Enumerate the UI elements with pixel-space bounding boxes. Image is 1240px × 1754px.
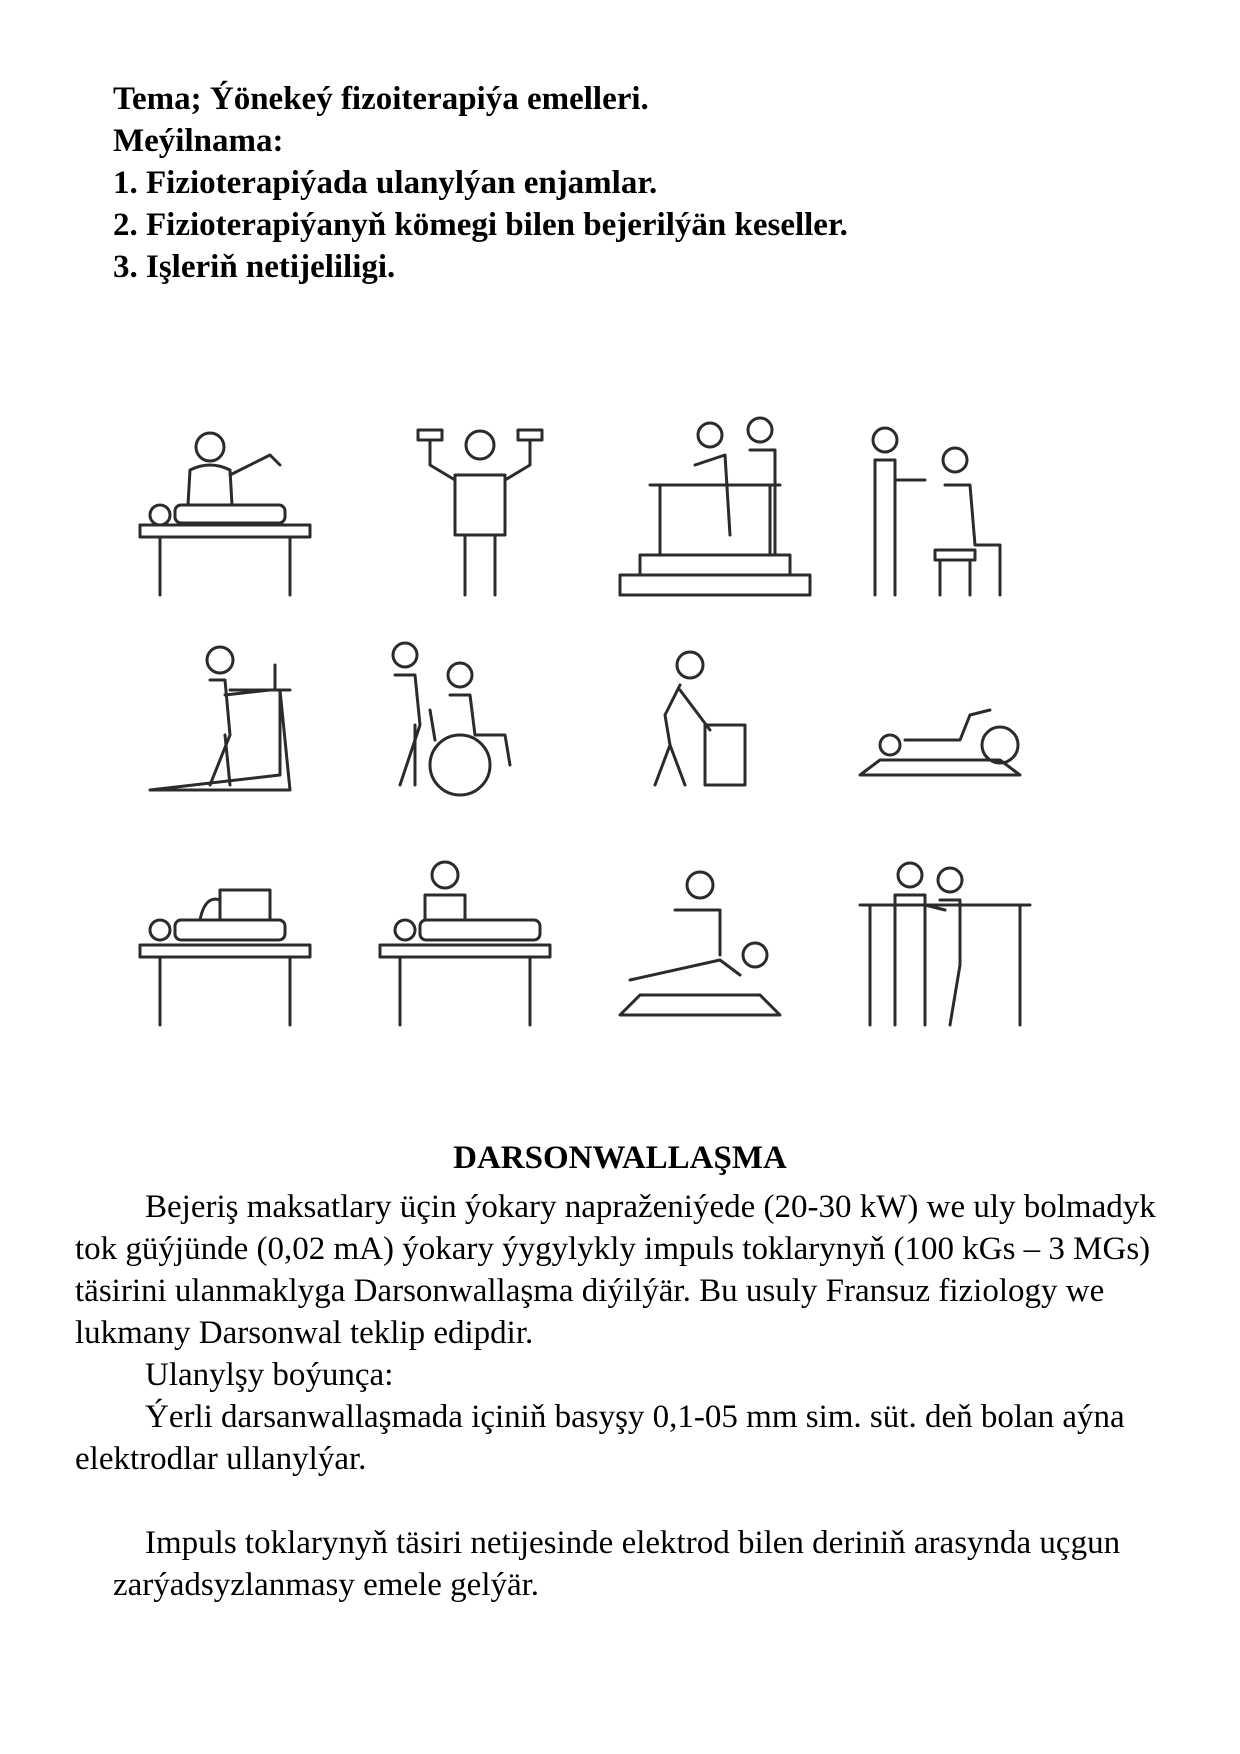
paragraph: Bejeriş maksatlary üçin ýokary napraženiýede (20-30 kW) we uly bolmadyk tok güýjünde (0,02 mA) ýokary ýygylykly impuls toklarynyň (100 kGs – 3 MGs) täsirini ulanmaklyga Darsonwallaşma diýilýär. Bu usuly Fransuz fiziology we lukmany Darsonwal teklip edipdir. [75,1189,1156,1351]
topic-title: Tema; Ýönekeý fizoiterapiýa emelleri. [113,81,649,117]
parallel-bars-icon [610,425,830,615]
plan-item: 2. Fizioterapiýanyň kömegi bilen bejerilýän keseller. [113,207,848,243]
plan-item: 3. Işleriň netijeliligi. [113,249,396,285]
massage-table-icon [130,425,350,615]
physiotherapy-illustration-grid [130,425,1130,1085]
paragraph: Impuls toklarynyň täsiri netijesinde elektrod bilen deriniň arasynda uçgun zarýadsyzlanmasy emele gelýär. [113,1525,1121,1603]
document-header [113,78,1113,288]
spacer [75,1480,1175,1522]
plan-item: 1. Fizioterapiýada ulanylýan enjamlar. [113,165,658,201]
plan-label: Meýilnama: [113,123,284,159]
electrotherapy-device-icon [130,865,350,1055]
section-title: DARSONWALLAŞMA [453,1140,787,1176]
section-body [75,1186,1175,1606]
walker-icon [610,645,830,835]
paragraph: Ýerli darsanwallaşmada içiniň basyşy 0,1-05 mm sim. süt. deň bolan aýna elektrodlar ullanylýar. [75,1399,1125,1477]
stretching-icon [610,865,830,1055]
treadmill-icon [130,645,350,835]
assisted-walking-icon [850,865,1070,1055]
back-massage-icon [370,865,590,1055]
exercise-ball-icon [850,645,1070,835]
paragraph: Ulanylşy boýunça: [145,1357,394,1393]
wheelchair-icon [370,645,590,835]
chair-therapy-icon [850,425,1070,615]
dumbbell-exercise-icon [370,425,590,615]
